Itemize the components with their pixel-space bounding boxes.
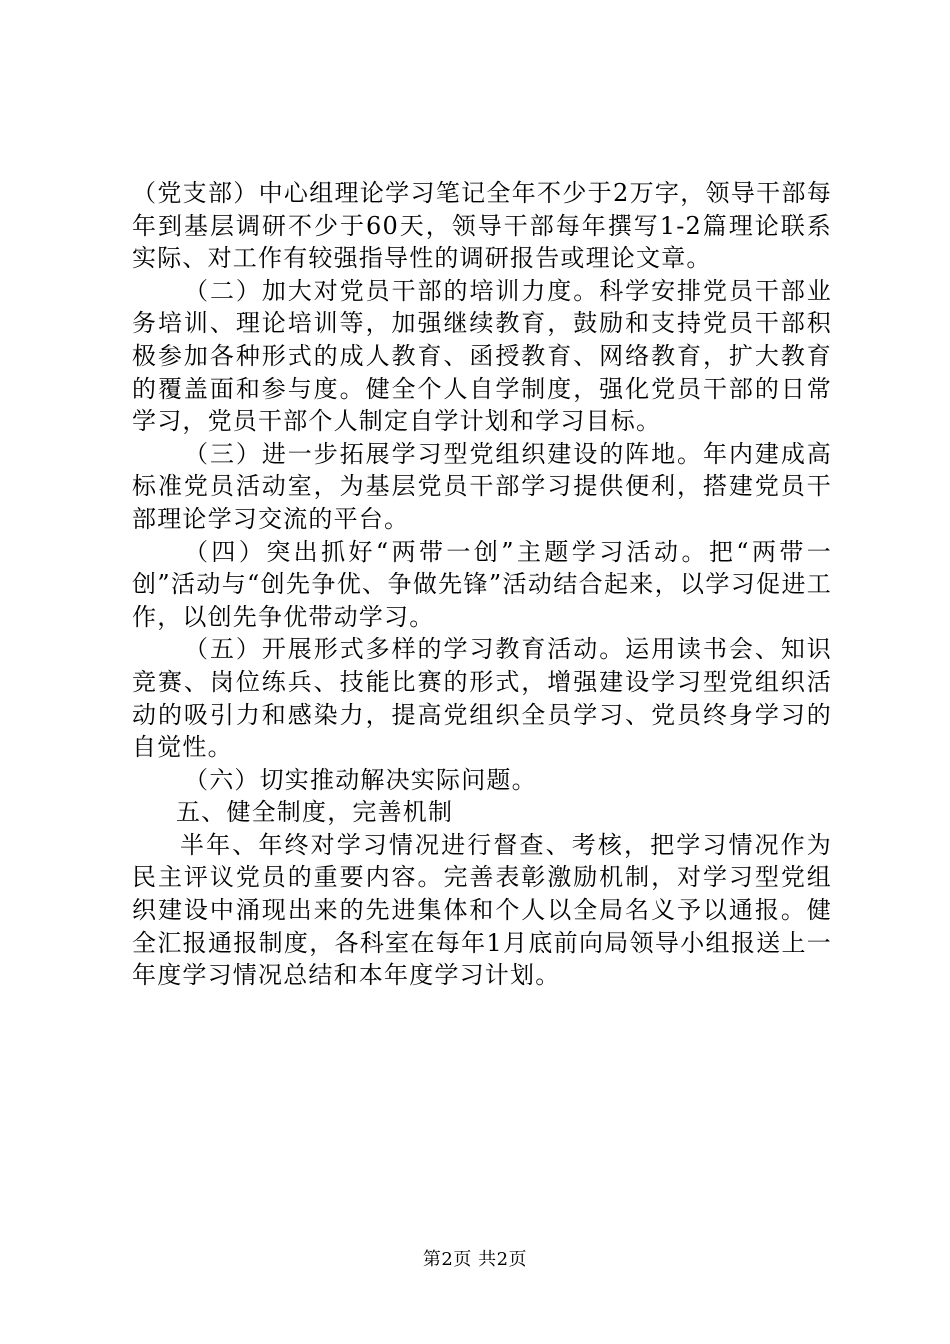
paragraph-item-4: （四）突出抓好“两带一创”主题学习活动。把“两带一创”活动与“创先争优、争做先锋”活动结合起来，以学习促进工作，以创先争优带动学习。 (132, 537, 832, 631)
paragraph-continuation: （党支部）中心组理论学习笔记全年不少于2万字，领导干部每年到基层调研不少于60天，领导干部每年撰写1-2篇理论联系实际、对工作有较强指导性的调研报告或理论文章。 (132, 179, 832, 273)
paragraph-item-5: （五）开展形式多样的学习教育活动。运用读书会、知识竞赛、岗位练兵、技能比赛的形式，增强建设学习型党组织活动的吸引力和感染力，提高党组织全员学习、党员终身学习的自觉性。 (132, 635, 832, 762)
paragraph-item-2: （二）加大对党员干部的培训力度。科学安排党员干部业务培训、理论培训等，加强继续教育，鼓励和支持党员干部积极参加各种形式的成人教育、函授教育、网络教育，扩大教育的覆盖面和参与度。健全个人自学制度，强化党员干部的日常学习，党员干部个人制定自学计划和学习目标。 (132, 276, 832, 436)
section-heading: 五、健全制度，完善机制 (176, 798, 454, 827)
paragraph-item-3: （三）进一步拓展学习型党组织建设的阵地。年内建成高标准党员活动室，为基层党员干部学习提供便利，搭建党员干部理论学习交流的平台。 (132, 439, 832, 533)
document-body (132, 177, 832, 992)
paragraph-section-body: 半年、年终对学习情况进行督查、考核，把学习情况作为民主评议党员的重要内容。完善表彰激励机制，对学习型党组织建设中涌现出来的先进集体和个人以全局名义予以通报。健全汇报通报制度，各科室在每年1月底前向局领导小组报送上一年度学习情况总结和本年度学习计划。 (132, 830, 832, 990)
page-number-footer: 第2页 共2页 (422, 1249, 528, 1270)
paragraph-item-6: （六）切实推动解决实际问题。 (184, 765, 537, 794)
